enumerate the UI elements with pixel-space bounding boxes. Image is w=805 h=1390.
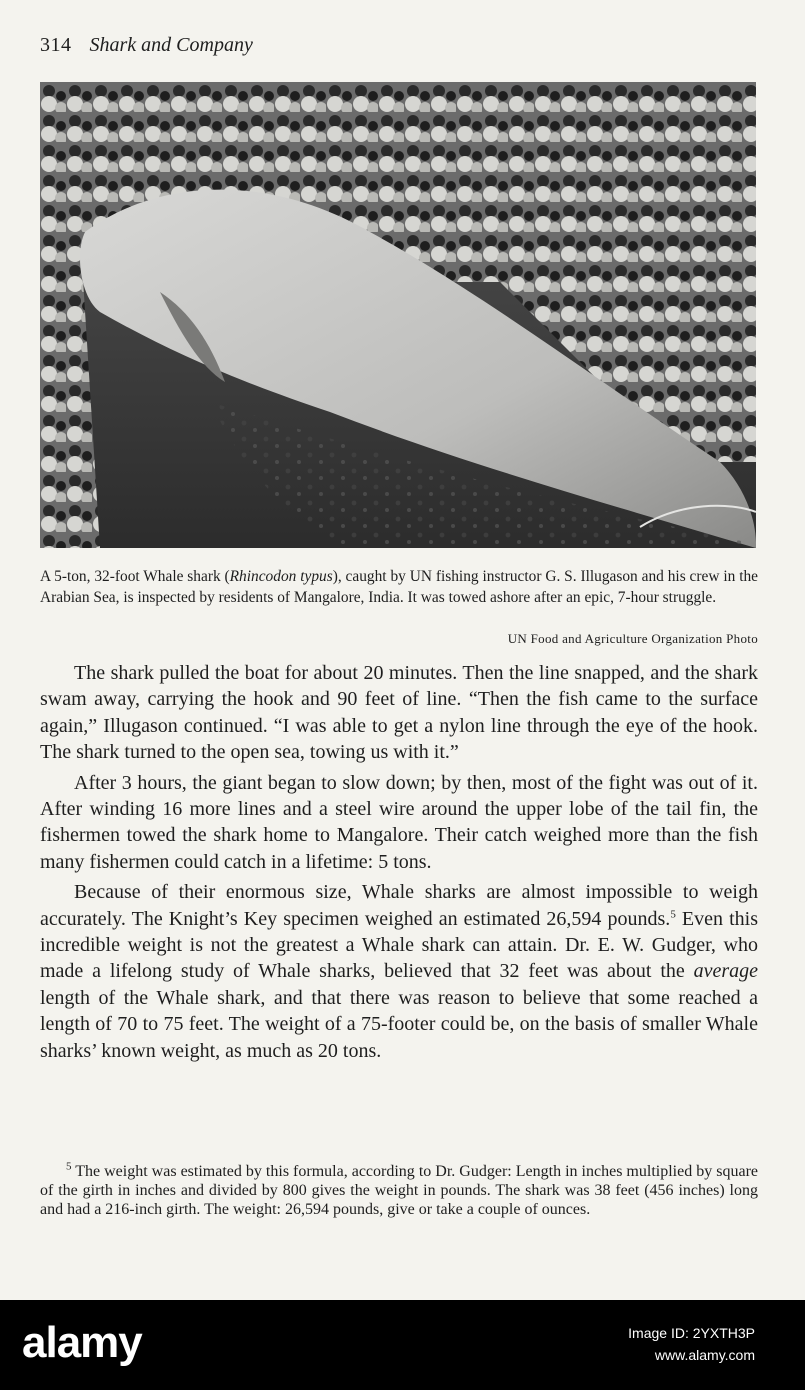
footnote-marker: 5 <box>66 1160 72 1173</box>
body-text <box>40 660 758 1068</box>
caption-text-2: ), caught by UN fishing instructor G. S. Illugason and his crew in the Arabian Sea, is inspected by residents of Mangalore, India. It was towed ashore after an epic, 7-hour struggle. <box>40 568 758 606</box>
paragraph-3-text-3: length of the Whale shark, and that there was reason to believe that some reached a length of 70 to 75 feet. The weight of a 75-footer could be, on the basis of smaller Whale sharks’ known weight, as much as 20 tons. <box>40 986 758 1062</box>
photo-caption <box>40 566 758 608</box>
page-number: 314 <box>40 34 72 56</box>
watermark-info <box>628 1322 755 1366</box>
paragraph-1: The shark pulled the boat for about 20 minutes. Then the line snapped, and the shark swam away, carrying the hook and 90 feet of line. “Then the fish came to the surface again,” Illugason continued. “I was able to get a nylon line through the eye of the hook. The shark turned to the open sea, towing us with it.” <box>40 662 758 764</box>
stock-watermark-bar <box>0 1300 805 1390</box>
page-header <box>40 34 253 64</box>
paragraph-2: After 3 hours, the giant began to slow down; by then, most of the fight was out of it. After winding 16 more lines and a steel wire around the upper lobe of the tail fin, the fishermen towed the shark home to Mangalore. Their catch weighed more than the fish many fishermen could catch in a lifetime: 5 tons. <box>40 771 758 873</box>
paragraph-3-text-1: Because of their enormous size, Whale sharks are almost impossible to weigh accurately. The Knight’s Key specimen weighed an estimated 26,594 pounds. <box>40 881 758 930</box>
caption-text-1: A 5-ton, 32-foot Whale shark ( <box>40 568 230 585</box>
photo-illustration <box>40 82 756 548</box>
watermark-site: www.alamy.com <box>654 1347 755 1363</box>
paragraph-3-text-2: Even this incredible weight is not the greatest a Whale shark can attain. Dr. E. W. Gudger, who made a lifelong study of Whale sharks, believed that 32 feet was about the <box>40 907 759 983</box>
paragraph-3-emphasis: average <box>693 960 758 983</box>
watermark-logo: alamy <box>22 1318 142 1367</box>
footnote-text: The weight was estimated by this formula, according to Dr. Gudger: Length in inches multiplied by square of the girth in inches and divided by 800 gives the weight in pounds. The shark was 38 feet (456 inches) long and had a 216-inch girth. The weight: 26,594 pounds, give or take a couple of ounces. <box>40 1163 758 1218</box>
running-title: Shark and Company <box>89 34 253 56</box>
footnote-reference: 5 <box>670 908 676 920</box>
caption-species: Rhincodon typus <box>229 568 333 585</box>
photo-credit: UN Food and Agriculture Organization Photo <box>507 631 758 646</box>
whale-shark-photo <box>40 82 756 548</box>
paragraph-3 <box>40 879 758 1064</box>
footnote <box>40 1162 758 1219</box>
watermark-image-id: Image ID: 2YXTH3P <box>628 1325 755 1341</box>
